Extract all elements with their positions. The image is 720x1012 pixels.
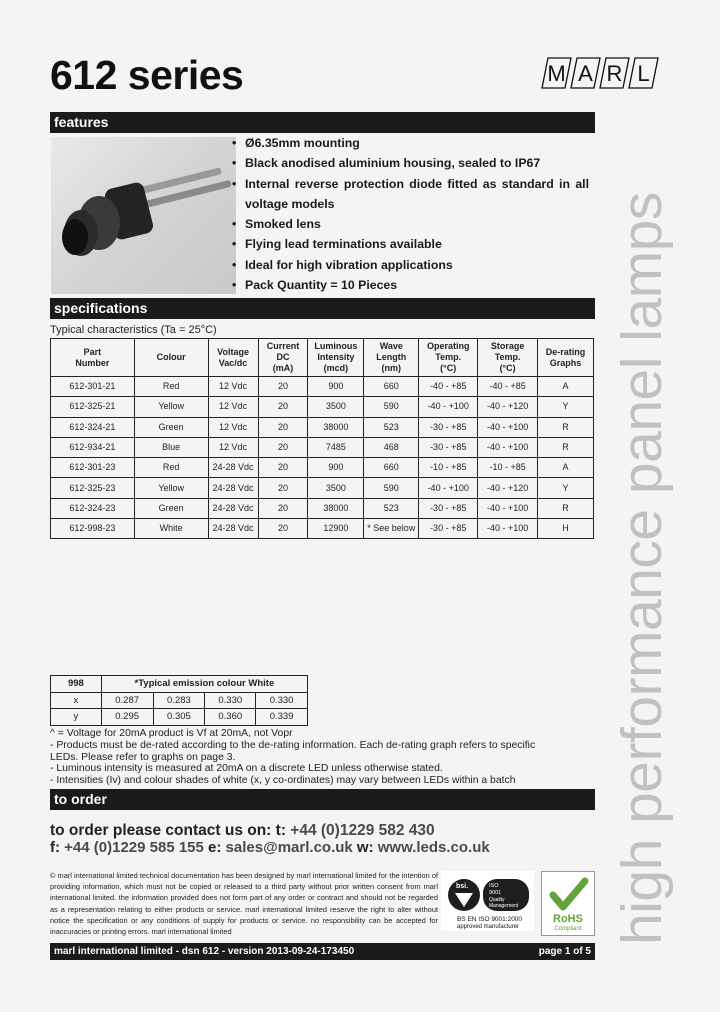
table-cell: 12 Vdc <box>208 377 258 397</box>
product-photo <box>51 137 236 294</box>
table-cell: 523 <box>364 417 419 437</box>
table-row <box>51 458 594 478</box>
table-cell: 612-325-21 <box>51 397 135 417</box>
emission-title: *Typical emission colour White <box>101 676 307 693</box>
table-cell: -40 - +100 <box>478 417 538 437</box>
table-cell: -40 - +120 <box>478 478 538 498</box>
fax-label: f: <box>50 839 60 856</box>
table-cell: 20 <box>258 417 308 437</box>
table-cell: -40 - +100 <box>478 498 538 518</box>
table-cell: 590 <box>364 478 419 498</box>
table-cell: -30 - +85 <box>419 519 478 539</box>
emission-cell: x <box>51 692 102 709</box>
rohs-text: RoHS <box>553 913 583 925</box>
logo-letter-a: A <box>578 61 593 86</box>
table-cell: -40 - +85 <box>419 377 478 397</box>
legal-disclaimer: © marl international limited technical documentation has been designed by marl international limited for the intention of providing information, which must not be copied or released to a third party without prior written consent from marl international limited. the information provided does not form part of any order or contract and should not be regarded as a representation relating to either products or service. marl international limited reserve the right to alter without notice the specification or any conditions of supply for products or service. no responsibility can be accepted for inaccuracies or printing errors. marl international limited <box>50 871 438 937</box>
table-cell: -10 - +85 <box>478 458 538 478</box>
table-cell: 523 <box>364 498 419 518</box>
table-cell: Green <box>134 417 208 437</box>
table-cell: 3500 <box>308 478 364 498</box>
note-line: - Products must be de-rated according to the de-rating information. Each de-rating graph refers to specific LEDs. Please refer to graphs on page 3. <box>50 739 536 763</box>
table-cell: Blue <box>134 437 208 457</box>
table-cell: 12 Vdc <box>208 397 258 417</box>
iso-certification <box>441 871 534 931</box>
marl-logo <box>541 56 659 90</box>
page-title: 612 series <box>50 52 244 98</box>
table-row <box>51 437 594 457</box>
web-label: w: <box>356 839 374 856</box>
table-cell: 12900 <box>308 519 364 539</box>
table-cell: A <box>538 377 594 397</box>
table-cell: 20 <box>258 377 308 397</box>
table-row <box>51 417 594 437</box>
table-row <box>51 377 594 397</box>
table-cell: -40 - +100 <box>419 397 478 417</box>
table-cell: 660 <box>364 458 419 478</box>
feature-item: • Ø6.35mm mounting <box>232 133 589 153</box>
table-cell: 12 Vdc <box>208 417 258 437</box>
rohs-subtext: Compliant <box>554 926 582 932</box>
iso-text: Management <box>489 903 519 909</box>
table-cell: R <box>538 437 594 457</box>
table-cell: H <box>538 519 594 539</box>
table-cell: 24-28 Vdc <box>208 498 258 518</box>
notes <box>50 728 550 787</box>
table-cell: A <box>538 458 594 478</box>
table-cell: 20 <box>258 458 308 478</box>
features-list <box>232 133 589 295</box>
col-header-intensity: Luminous Intensity (mcd) <box>308 339 364 377</box>
table-cell: 38000 <box>308 498 364 518</box>
table-cell: 24-28 Vdc <box>208 478 258 498</box>
table-cell: 24-28 Vdc <box>208 458 258 478</box>
col-header-storage-temp: Storage Temp. (°C) <box>478 339 538 377</box>
email-label: e: <box>208 839 222 856</box>
iso-text: Quality <box>489 897 505 903</box>
page-footer <box>50 943 595 960</box>
table-cell: -30 - +85 <box>419 498 478 518</box>
spec-caption: Typical characteristics (Ta = 25°C) <box>50 324 217 336</box>
side-tagline: high performance panel lamps <box>610 192 674 945</box>
logo-letter-m: M <box>547 61 566 86</box>
feature-item: • Black anodised aluminium housing, sealed to IP67 <box>232 153 589 173</box>
table-cell: White <box>134 519 208 539</box>
emission-table <box>50 675 308 726</box>
table-cell: 612-934-21 <box>51 437 135 457</box>
web-link[interactable]: www.leds.co.uk <box>373 839 490 856</box>
table-cell: 38000 <box>308 417 364 437</box>
iso-text: ISO <box>489 883 499 889</box>
table-cell: -30 - +85 <box>419 417 478 437</box>
phone-number[interactable]: +44 (0)1229 582 430 <box>285 822 435 839</box>
table-cell: -40 - +120 <box>478 397 538 417</box>
table-cell: * See below <box>364 519 419 539</box>
table-cell: 12 Vdc <box>208 437 258 457</box>
emission-cell: 0.287 <box>101 692 153 709</box>
iso-standard: BS EN ISO 9001:2000 <box>457 916 523 923</box>
table-cell: 612-324-23 <box>51 498 135 518</box>
iso-approved: approved manufacturer <box>457 924 520 930</box>
table-cell: 612-325-23 <box>51 478 135 498</box>
table-cell: -40 - +100 <box>419 478 478 498</box>
table-cell: Y <box>538 478 594 498</box>
table-cell: 7485 <box>308 437 364 457</box>
table-row <box>51 519 594 539</box>
logo-letter-l: L <box>637 61 650 86</box>
emission-cell: 0.295 <box>101 709 153 726</box>
table-header-row <box>51 339 594 377</box>
order-prefix: to order please contact us on: <box>50 822 276 839</box>
table-cell: 20 <box>258 519 308 539</box>
table-cell: 900 <box>308 377 364 397</box>
bsi-mark: bsi. <box>456 883 469 890</box>
order-contact-line <box>50 822 435 840</box>
table-cell: Y <box>538 397 594 417</box>
table-cell: -30 - +85 <box>419 437 478 457</box>
emission-code: 998 <box>51 676 102 693</box>
emission-cell: 0.283 <box>153 692 205 709</box>
table-cell: Green <box>134 498 208 518</box>
phone-label: t: <box>275 822 286 839</box>
table-cell: Red <box>134 377 208 397</box>
table-row <box>51 478 594 498</box>
table-cell: 20 <box>258 478 308 498</box>
specifications-table <box>50 338 594 539</box>
note-line: - Intensities (Iv) and colour shades of white (x, y co-ordinates) may vary between LEDs within a batch <box>50 775 516 787</box>
feature-item: • Flying lead terminations available <box>232 234 589 254</box>
email-link[interactable]: sales@marl.co.uk <box>221 839 357 856</box>
note-line: - Luminous intensity is measured at 20mA on a discrete LED unless otherwise stated. <box>50 763 443 775</box>
rohs-logo <box>541 871 595 936</box>
col-header-operating-temp: Operating Temp. (°C) <box>419 339 478 377</box>
emission-cell: 0.339 <box>256 709 308 726</box>
order-details-line <box>50 839 490 856</box>
table-cell: 3500 <box>308 397 364 417</box>
note-line: ^ = Voltage for 20mA product is Vf at 20mA, not Vopr <box>50 728 293 739</box>
table-cell: -40 - +100 <box>478 519 538 539</box>
table-row <box>51 397 594 417</box>
col-header-part: Part Number <box>51 339 135 377</box>
col-header-current: Current DC (mA) <box>258 339 308 377</box>
table-cell: 468 <box>364 437 419 457</box>
table-cell: R <box>538 498 594 518</box>
footer-page-number: page 1 of 5 <box>538 946 591 957</box>
to-order-header: to order <box>50 789 595 810</box>
table-cell: 660 <box>364 377 419 397</box>
table-cell: 20 <box>258 437 308 457</box>
table-cell: R <box>538 417 594 437</box>
table-cell: 612-301-21 <box>51 377 135 397</box>
emission-header-row <box>51 676 308 693</box>
feature-item: • Pack Quantity = 10 Pieces <box>232 275 589 295</box>
col-header-voltage: Voltage Vac/dc <box>208 339 258 377</box>
table-cell: -40 - +100 <box>478 437 538 457</box>
emission-row-y <box>51 709 308 726</box>
feature-item: • Smoked lens <box>232 214 589 234</box>
emission-cell: 0.360 <box>205 709 256 726</box>
table-cell: 612-998-23 <box>51 519 135 539</box>
emission-cell: y <box>51 709 102 726</box>
feature-item: • Ideal for high vibration applications <box>232 255 589 275</box>
col-header-derating: De-rating Graphs <box>538 339 594 377</box>
table-row <box>51 498 594 518</box>
table-cell: 612-324-21 <box>51 417 135 437</box>
feature-item: • Internal reverse protection diode fitted as standard in all voltage models <box>232 174 589 215</box>
col-header-colour: Colour <box>134 339 208 377</box>
table-cell: Yellow <box>134 397 208 417</box>
emission-row-x <box>51 692 308 709</box>
emission-cell: 0.330 <box>205 692 256 709</box>
logo-letter-r: R <box>606 61 623 86</box>
col-header-wavelength: Wave Length (nm) <box>364 339 419 377</box>
emission-cell: 0.305 <box>153 709 205 726</box>
table-cell: 590 <box>364 397 419 417</box>
specifications-header: specifications <box>50 298 595 319</box>
emission-cell: 0.330 <box>256 692 308 709</box>
table-cell: 20 <box>258 397 308 417</box>
table-cell: -40 - +85 <box>478 377 538 397</box>
table-cell: Yellow <box>134 478 208 498</box>
table-cell: 612-301-23 <box>51 458 135 478</box>
table-cell: -10 - +85 <box>419 458 478 478</box>
table-cell: 24-28 Vdc <box>208 519 258 539</box>
features-header: features <box>50 112 595 133</box>
footer-doc-info: marl international limited - dsn 612 - version 2013-09-24-173450 <box>54 946 355 957</box>
table-cell: 20 <box>258 498 308 518</box>
table-cell: Red <box>134 458 208 478</box>
iso-text: 9001 <box>489 890 502 896</box>
fax-number: +44 (0)1229 585 155 <box>60 839 209 856</box>
table-cell: 900 <box>308 458 364 478</box>
